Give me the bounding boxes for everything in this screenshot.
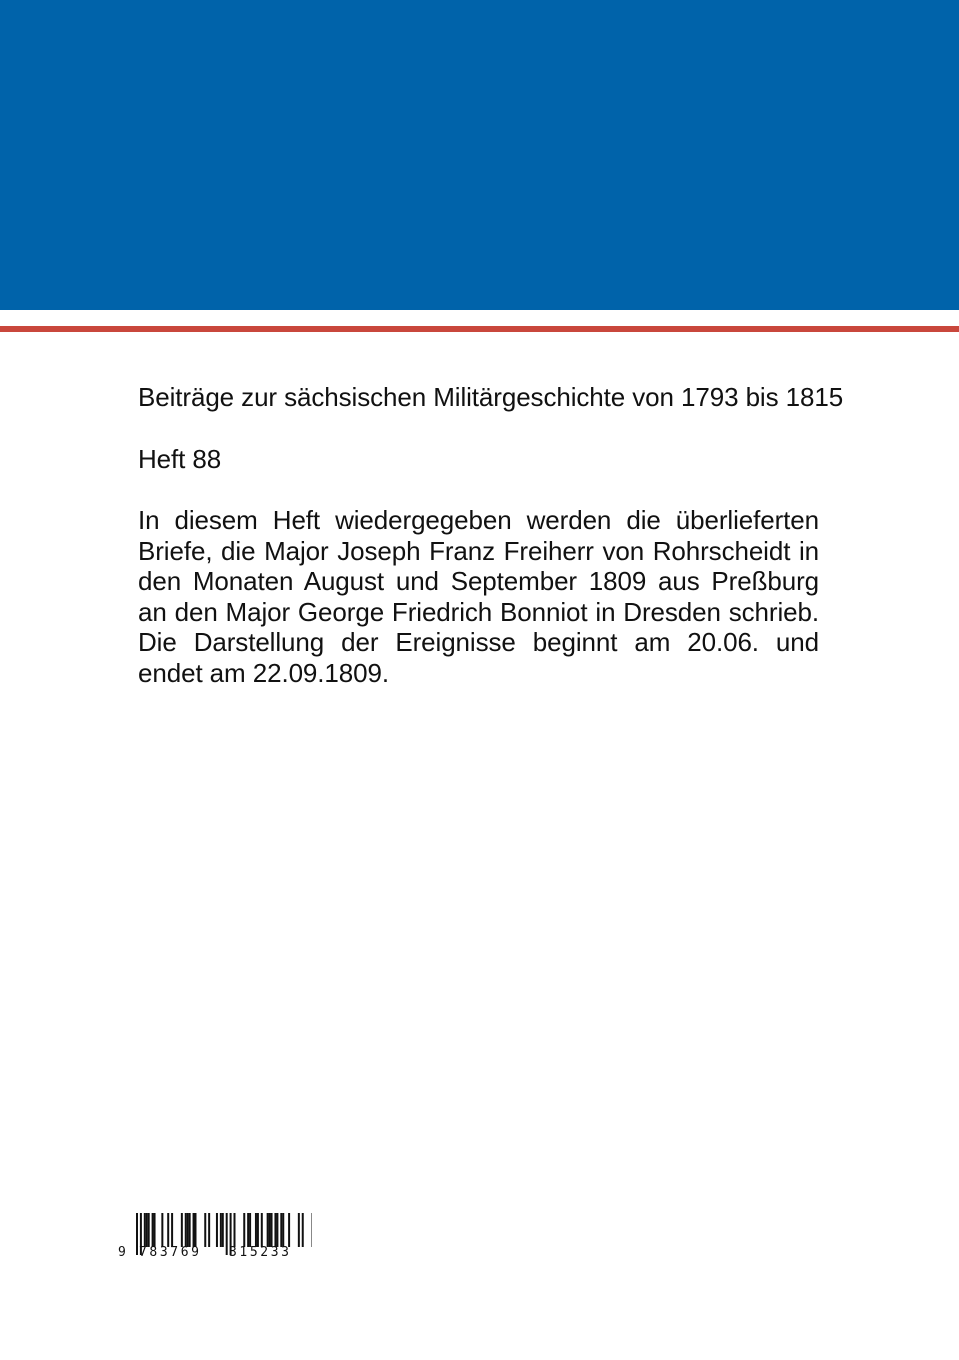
barcode-bar [276,1213,278,1247]
barcode-bar [274,1213,276,1247]
barcode-left-digits: 783769 [139,1245,199,1260]
barcode-bar [247,1213,249,1247]
issue-number: Heft 88 [138,443,222,474]
barcode-guard-bar [136,1213,138,1255]
cover-top-band [0,0,959,310]
barcode-guard-bar [226,1213,228,1255]
barcode-bar [195,1213,197,1247]
barcode-bar [302,1213,304,1247]
barcode-bar [280,1213,282,1247]
barcode-bar [243,1213,245,1247]
cover-red-stripe [0,326,959,332]
barcode-bar [257,1213,259,1247]
barcode-bar [298,1213,300,1247]
barcode-bar [255,1213,257,1247]
barcode-bar [189,1213,191,1247]
barcode-bar [144,1213,146,1247]
barcode-bar [282,1213,284,1247]
barcode-bar [187,1213,189,1247]
barcode-bar [161,1213,163,1247]
isbn-barcode [112,1210,312,1266]
barcode-bar [154,1213,156,1247]
barcode-bar [234,1213,236,1247]
barcode-first-digit: 9 [118,1245,126,1260]
barcode-bar [146,1213,148,1247]
barcode-bar [222,1213,224,1247]
barcode-bar [216,1213,218,1247]
barcode-right-digits: 315233 [229,1245,289,1260]
barcode-bar [288,1213,290,1247]
barcode-bar [193,1213,195,1247]
barcode-bar [148,1213,150,1247]
barcode-bar [220,1213,222,1247]
back-cover-text [138,382,844,688]
barcode-bar [269,1213,271,1247]
barcode-graphic [112,1210,312,1266]
barcode-bar [204,1213,206,1247]
barcode-bar [171,1213,173,1247]
barcode-bar [181,1213,183,1247]
description-paragraph: In diesem Heft wiedergegeben werden die überlieferten Briefe, die Major Joseph Franz Freiherr von Rohrscheidt in den Monaten August und September 1809 aus Preßburg an den Major George Friedrich Bonniot in Dresden schrieb. Die Darstellung der Ereignisse beginnt am 20.06. und endet am 22.09.1809. [138,505,819,688]
barcode-bar [261,1213,263,1247]
series-title: Beiträge zur sächsischen Militärgeschichte von 1793 bis 1815 [138,382,844,412]
barcode-bar [312,1213,313,1247]
barcode-bar [267,1213,269,1247]
barcode-bar [208,1213,210,1247]
barcode-bar [185,1213,187,1247]
barcode-bar [249,1213,251,1247]
barcode-bar [152,1213,154,1247]
barcode-bar [271,1213,273,1247]
barcode-bar [167,1213,169,1247]
